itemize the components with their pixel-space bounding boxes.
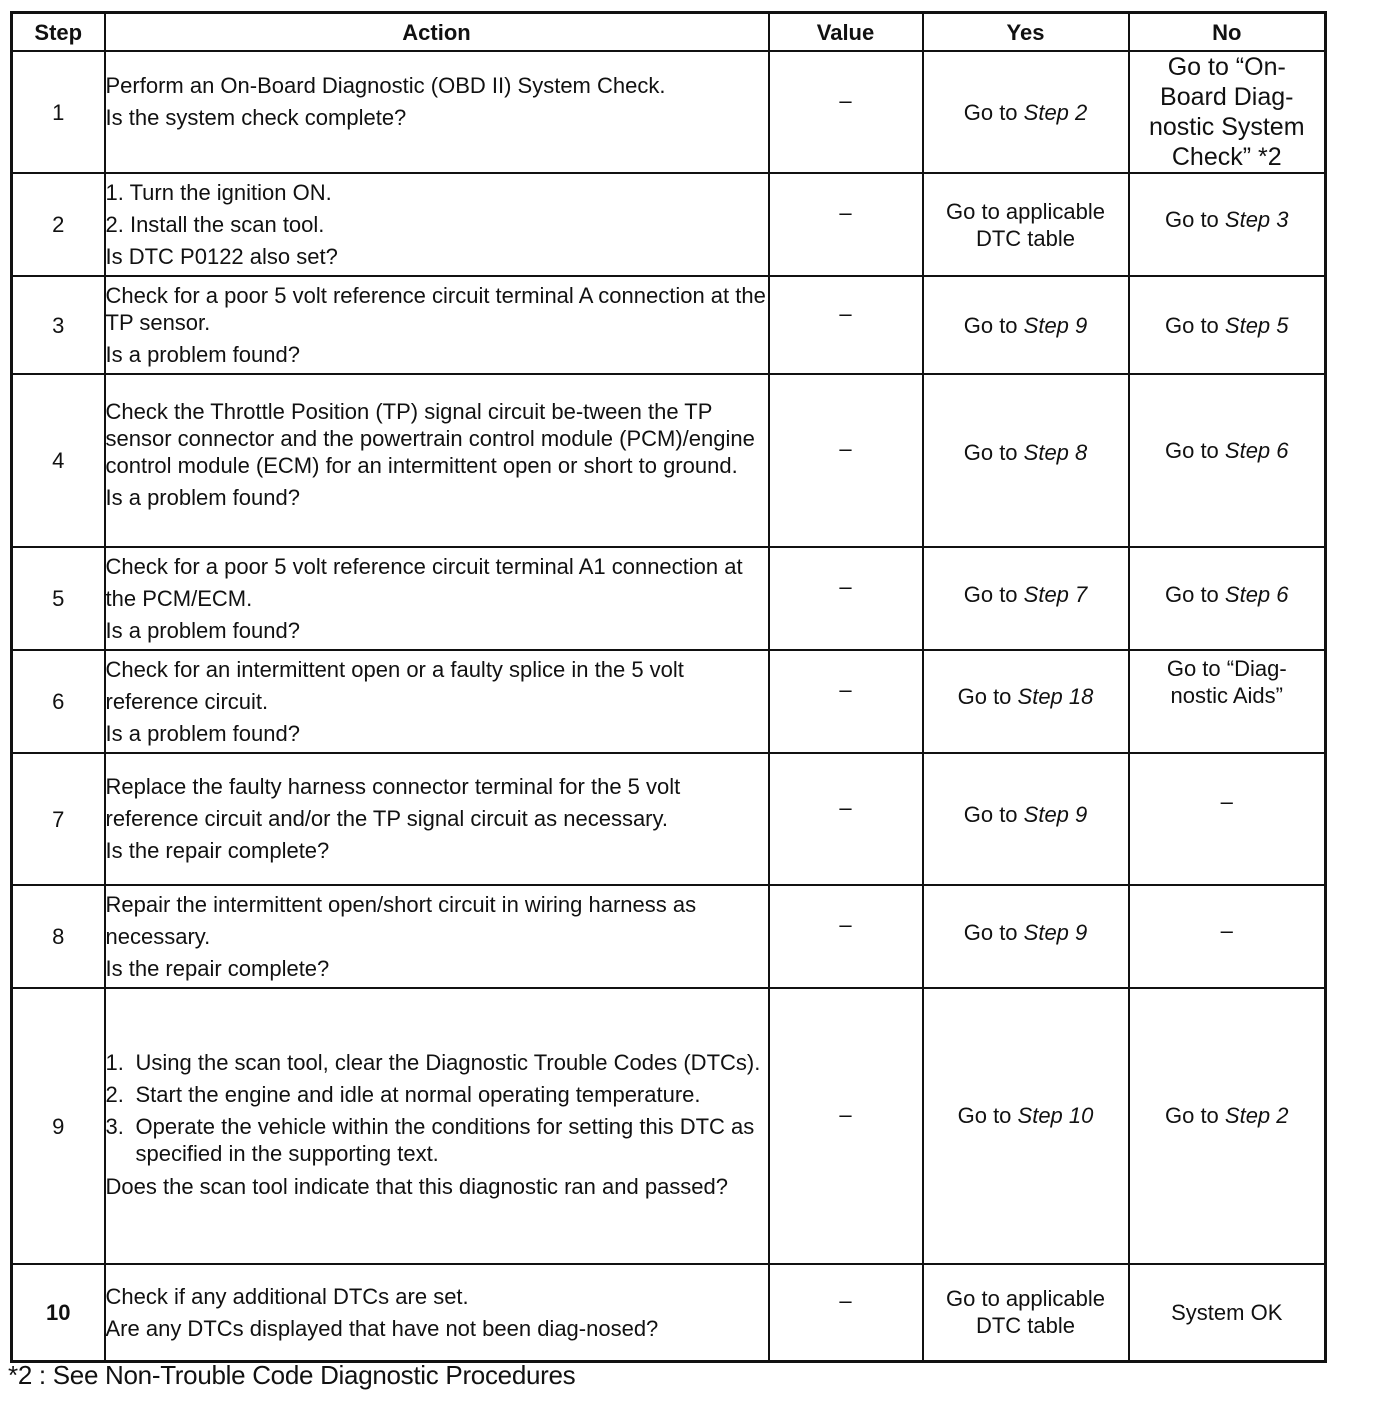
yes-prefix: Go to [963,801,1024,827]
no-text: – [1220,918,1233,943]
value-cell [769,374,923,547]
header-yes: Yes [923,13,1129,52]
footnote: *2 : See Non-Trouble Code Diagnostic Procedures [8,1360,576,1390]
action-instruction: Check if any additional DTCs are set. [105,1283,469,1309]
list-item [106,1049,768,1076]
value-cell [769,885,923,988]
no-step-ref: Step 6 [1224,438,1289,463]
action-question: Is a problem found? [105,485,300,510]
action-question: Does the scan tool indicate that this diagnostic ran and passed? [105,1174,729,1199]
list-item [106,1081,768,1108]
value-text: – [839,87,852,113]
yes-text: Go to applicable DTC table [946,1286,1105,1339]
yes-goto [964,439,1088,466]
value-text: – [839,300,852,326]
value-text: – [839,1287,852,1313]
yes-goto [964,581,1088,608]
no-cell [1129,51,1326,173]
step-number: 5 [12,547,105,650]
yes-goto [964,801,1088,828]
value-text: – [839,677,852,702]
action-step-1: 1. Turn the ignition ON. [105,180,332,205]
step-number: 2 [12,173,105,276]
action-question: Is a problem found? [105,342,300,367]
action-question: Is the repair complete? [105,955,330,981]
yes-cell [923,988,1129,1264]
list-number: 3. [105,1114,124,1139]
list-text: Using the scan tool, clear the Diagnostic Trouble Codes (DTCs). [135,1050,761,1075]
action-steps-list [106,1049,768,1167]
yes-cell [923,547,1129,650]
table-row [12,374,1326,547]
action-cell [105,885,769,988]
no-step-ref: Step 6 [1224,582,1289,607]
step-number: 8 [12,885,105,988]
action-cell [105,1264,769,1361]
header-no: No [1129,13,1326,52]
action-cell [105,51,769,173]
yes-cell [923,276,1129,374]
action-cell [105,374,769,547]
action-cell [105,753,769,885]
no-step-ref: Step 3 [1224,207,1289,232]
yes-prefix: Go to [957,1102,1018,1128]
header-step: Step [12,13,105,52]
value-text: – [839,912,852,937]
table-row [12,276,1326,374]
action-cell [105,988,769,1264]
table-header-row [12,13,1326,52]
action-instruction: Check for a poor 5 volt reference circuit terminal A connection at the TP sensor. [105,283,766,335]
no-goto [1165,1102,1289,1129]
action-question: Is the repair complete? [105,838,330,863]
no-cell [1129,753,1326,885]
yes-step-ref: Step 9 [1023,920,1088,945]
list-text: Operate the vehicle within the conditions for setting this DTC as specified in the supporting text. [135,1114,755,1166]
table-row [12,547,1326,650]
no-text: System OK [1171,1299,1283,1325]
action-question: Is a problem found? [105,617,300,643]
yes-cell [923,650,1129,753]
yes-goto [964,313,1088,338]
yes-step-ref: Step 10 [1017,1102,1094,1128]
value-text: – [839,1101,852,1127]
no-step-ref: Step 5 [1224,312,1289,338]
step-number: 3 [12,276,105,374]
action-instruction: Check the Throttle Position (TP) signal circuit be-tween the TP sensor connector and the powertrain control module (PCM)/engine control module (ECM) for an intermittent open or short to ground. [105,399,755,478]
yes-cell [923,753,1129,885]
value-text: – [839,574,852,599]
value-text: – [839,794,852,820]
yes-prefix: Go to [963,99,1024,125]
table-row [12,988,1326,1264]
no-prefix: Go to [1164,312,1225,338]
no-goto [1165,313,1289,338]
step-number: 10 [12,1264,105,1361]
step-number: 4 [12,374,105,547]
table-row [12,51,1326,173]
list-number: 2. [105,1082,124,1107]
action-question: Is a problem found? [105,720,300,746]
no-cell [1129,276,1326,374]
action-instruction: Replace the faulty harness connector terminal for the 5 volt reference circuit and/or the TP signal circuit as necessary. [105,774,681,831]
table-row [12,753,1326,885]
diagnostic-table [10,11,1327,1363]
no-goto [1165,206,1289,233]
list-number: 1. [105,1050,124,1075]
table-row [12,885,1326,988]
action-cell [105,276,769,374]
yes-step-ref: Step 9 [1023,801,1088,827]
action-instruction: Perform an On-Board Diagnostic (OBD II) System Check. [105,72,666,98]
yes-text: Go to applicable DTC table [946,198,1105,251]
no-prefix: Go to [1164,582,1225,607]
no-step-ref: Step 2 [1224,1102,1289,1128]
action-cell [105,547,769,650]
yes-cell [923,51,1129,173]
yes-prefix: Go to [963,582,1024,607]
action-instruction: Check for an intermittent open or a faulty splice in the 5 volt reference circuit. [105,656,684,714]
no-cell [1129,173,1326,276]
yes-cell [923,374,1129,547]
yes-goto [964,100,1088,125]
yes-prefix: Go to [957,684,1018,709]
no-goto [1165,581,1289,608]
no-prefix: Go to [1164,207,1225,232]
no-cell [1129,988,1326,1264]
yes-cell [923,885,1129,988]
no-text: – [1220,788,1233,814]
yes-step-ref: Step 8 [1023,440,1088,465]
step-number: 1 [12,51,105,173]
yes-goto [958,1102,1094,1129]
no-cell [1129,885,1326,988]
no-text: Go to “Diag-nostic Aids” [1166,656,1287,708]
action-question: Is the system check complete? [105,104,407,130]
list-item [106,1113,768,1167]
yes-step-ref: Step 7 [1023,582,1088,607]
yes-step-ref: Step 2 [1023,99,1088,125]
yes-step-ref: Step 9 [1023,312,1088,338]
value-cell [769,51,923,173]
action-cell [105,173,769,276]
yes-goto [958,683,1094,710]
table-row [12,1264,1326,1361]
yes-prefix: Go to [963,312,1024,338]
no-prefix: Go to [1164,1102,1225,1128]
yes-prefix: Go to [963,440,1024,465]
no-goto [1165,437,1289,464]
no-text: Go to “On-Board Diag-nostic System Check” *2 [1148,53,1305,171]
no-cell [1129,1264,1326,1361]
value-cell [769,276,923,374]
yes-step-ref: Step 18 [1017,684,1094,709]
header-action: Action [105,13,769,52]
step-number: 9 [12,988,105,1264]
yes-cell [923,173,1129,276]
action-instruction: Check for a poor 5 volt reference circuit terminal A1 connection at the PCM/ECM. [105,553,743,611]
value-cell [769,753,923,885]
yes-goto [964,919,1088,946]
value-text: – [839,200,852,225]
action-cell [105,650,769,753]
value-cell [769,650,923,753]
action-instruction: Repair the intermittent open/short circuit in wiring harness as necessary. [105,891,697,949]
value-cell [769,988,923,1264]
value-cell [769,173,923,276]
yes-cell [923,1264,1129,1361]
value-cell [769,547,923,650]
header-value: Value [769,13,923,52]
diagnostic-table-container [10,11,1327,1363]
no-cell [1129,650,1326,753]
value-text: – [839,436,852,461]
no-cell [1129,374,1326,547]
no-cell [1129,547,1326,650]
table-row [12,173,1326,276]
action-question: Are any DTCs displayed that have not been diag-nosed? [105,1315,659,1341]
yes-prefix: Go to [963,920,1024,945]
no-prefix: Go to [1164,438,1225,463]
step-number: 7 [12,753,105,885]
step-number: 6 [12,650,105,753]
list-text: Start the engine and idle at normal operating temperature. [135,1082,701,1107]
table-row [12,650,1326,753]
action-step-2: 2. Install the scan tool. [105,212,325,237]
action-question: Is DTC P0122 also set? [105,244,338,269]
value-cell [769,1264,923,1361]
